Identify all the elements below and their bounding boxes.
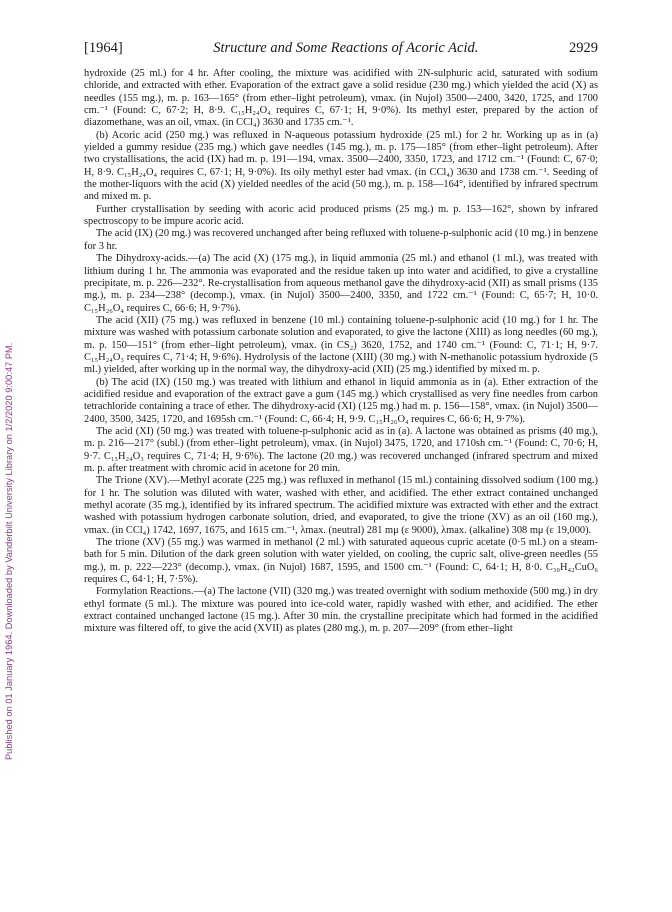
article-body — [84, 68, 598, 636]
paragraph: (b) Acoric acid (250 mg.) was refluxed in N-aqueous potassium hydroxide (25 ml.) for 2 hr. Working up as in (a) yielded a gummy residue (235 mg.) which gave needles (145 mg.), m. p. 175—185° (from ether–light petroleum). After two crystallisations, the acid (IX) had m. p. 191—194, νmax. 3500—2400, 3350, 1723, and 1712 cm.⁻¹ (Found: C, 67·0; H, 8·9. C₁₅H₂₄O₄ requires C, 67·1; H, 9·0%). Its oily methyl ester had νmax. (in CCl₄) 3630 and 1738 cm.⁻¹. Seeding of the mother-liquors with the acid (X) yielded needles of the acid (50 mg.), m. p. 158—164°, identified by infrared spectrum and mixed m. p. — [84, 129, 598, 203]
header-title: Structure and Some Reactions of Acoric Acid. — [213, 40, 479, 56]
journal-page — [84, 40, 598, 636]
paragraph: The acid (XII) (75 mg.) was refluxed in benzene (10 ml.) containing toluene-p-sulphonic acid (10 mg.) for 1 hr. The mixture was washed with potassium carbonate solution and evaporated, to give the lactone (XIII) as long needles (60 mg.), m. p. 150—151° (from ether–light petroleum), νmax. (in CS₂) 3620, 1752, and 1740 cm.⁻¹ (Found: C, 71·1; H, 9·7. C₁₅H₂₄O₃ requires C, 71·4; H, 9·6%). Hydrolysis of the lactone (XIII) (30 mg.) with N-methanolic potassium hydroxide (5 ml.) yielded, after working up in the normal way, the dihydroxy-acid (XII) (25 mg.) identified by mixed m. p. — [84, 314, 598, 376]
paragraph: The trione (XV) (55 mg.) was warmed in methanol (2 ml.) with saturated aqueous cupric acetate (0·5 ml.) on a steam-bath for 5 min. Dilution of the dark green solution with water yielded, on cooling, the cupric salt, olive-green needles (55 mg.), m. p. 222—223° (decomp.), νmax. (in Nujol) 1687, 1595, and 1500 cm.⁻¹ (Found: C, 64·1; H, 8·0. C₃₀H₄₂CuO₆ requires C, 64·1; H, 7·5%). — [84, 537, 598, 586]
page-number: 2929 — [568, 40, 598, 56]
paragraph: The Trione (XV).—Methyl acorate (225 mg.) was refluxed in methanol (15 ml.) containing dissolved sodium (100 mg.) for 1 hr. The solution was diluted with water, washed with ether, and acidified. The ether extract contained unchanged methyl acorate (35 mg.), identified by its infrared spectrum. The acidified mixture was extracted with ether and the extract washed with potassium hydrogen carbonate solution, dried, and evaporated, to give the trione (XV) as an oil (160 mg.), νmax. (in CCl₄) 1742, 1697, 1675, and 1615 cm.⁻¹, λmax. (neutral) 281 mμ (ε 9000), λmax. (alkaline) 308 mμ (ε 19,000). — [84, 475, 598, 536]
paragraph: The acid (XI) (50 mg.) was treated with toluene-p-sulphonic acid as in (a). A lactone was obtained as prisms (40 mg.), m. p. 216—217° (subl.) (from ether–light petroleum), νmax. (in Nujol) 3475, 1720, and 1710sh cm.⁻¹ (Found: C, 70·6; H, 9·7. C₁₅H₂₄O₃ requires C, 71·4; H, 9·6%). The lactone (20 mg.) was recovered unchanged (infrared spectrum and mixed m. p. after treatment with chromic acid in acetone for 20 min. — [84, 425, 598, 474]
paragraph: hydroxide (25 ml.) for 4 hr. After cooling, the mixture was acidified with 2N-sulphuric acid, saturated with sodium chloride, and extracted with ether. Evaporation of the extract gave a solid residue (230 mg.) which yielded the acid (X) as needles (155 mg.), m. p. 163—165° (from ether–light petroleum), νmax. (in Nujol) 3500—2400, 3420, 1725, and 1700 cm.⁻¹ (Found: C, 67·2; H, 8·9. C₁₅H₂₄O₄ requires C, 67·1; H, 9·0%). Its methyl ester, prepared by the action of diazomethane, was an oil, νmax. (in CCl₄) 3630 and 1735 cm.⁻¹. — [84, 68, 598, 129]
header-year: [1964] — [84, 40, 123, 56]
paragraph: Formylation Reactions.—(a) The lactone (VII) (320 mg.) was treated overnight with sodium methoxide (500 mg.) in dry ethyl formate (5 ml.). The mixture was poured into ice-cold water, rapidly washed with ether, and acidified. The ether extract contained unchanged lactone (15 mg.). After 30 min. the crystalline precipitate which had formed in the acidified mixture was filtered off, to give the acid (XVII) as plates (280 mg.), m. p. 207—209° (from ether–light — [84, 586, 598, 635]
paragraph: Further crystallisation by seeding with acoric acid produced prisms (25 mg.) m. p. 153—162°, shown by infrared spectroscopy to be impure acoric acid. — [84, 203, 598, 228]
paragraph: The Dihydroxy-acids.—(a) The acid (X) (175 mg.), in liquid ammonia (25 ml.) and ethanol (1 ml.), was treated with lithium during 1 hr. The ammonia was evaporated and the residue taken up into water and acidified, to give a crystalline precipitate, m. p. 226—232°. Re-crystallisation from aqueous methanol gave the dihydroxy-acid (XII) as small prisms (135 mg.), m. p. 234—238° (decomp.), νmax. (in Nujol) 3500—2400, 3350, and 1722 cm.⁻¹ (Found: C, 65·7; H, 10·0. C₁₅H₂₆O₄ requires C, 66·6; H, 9·7%). — [84, 253, 598, 314]
running-header — [84, 40, 598, 58]
provenance-sidebar — [4, 120, 22, 760]
provenance-text: Published on 01 January 1964. Downloaded by Vanderbilt University Library on 1/2/2020 9:00:47 PM. — [4, 342, 14, 760]
paragraph: The acid (IX) (20 mg.) was recovered unchanged after being refluxed with toluene-p-sulphonic acid (10 mg.) in benzene for 3 hr. — [84, 228, 598, 252]
paragraph: (b) The acid (IX) (150 mg.) was treated with lithium and ethanol in liquid ammonia as in (a). Ether extraction of the acidified residue and evaporation of the extract gave a gum (145 mg.) which crystallised as very fine needles from carbon tetrachloride containing a trace of ether. The dihydroxy-acid (XI) (125 mg.) had m. p. 156—158°, νmax. (in Nujol) 3500—2400, 3500, 3425, 1720, and 1695sh cm.⁻¹ (Found: C, 66·4; H, 9·9. C₁₅H₂₆O₄ requires C, 66·6; H, 9·7%). — [84, 376, 598, 425]
